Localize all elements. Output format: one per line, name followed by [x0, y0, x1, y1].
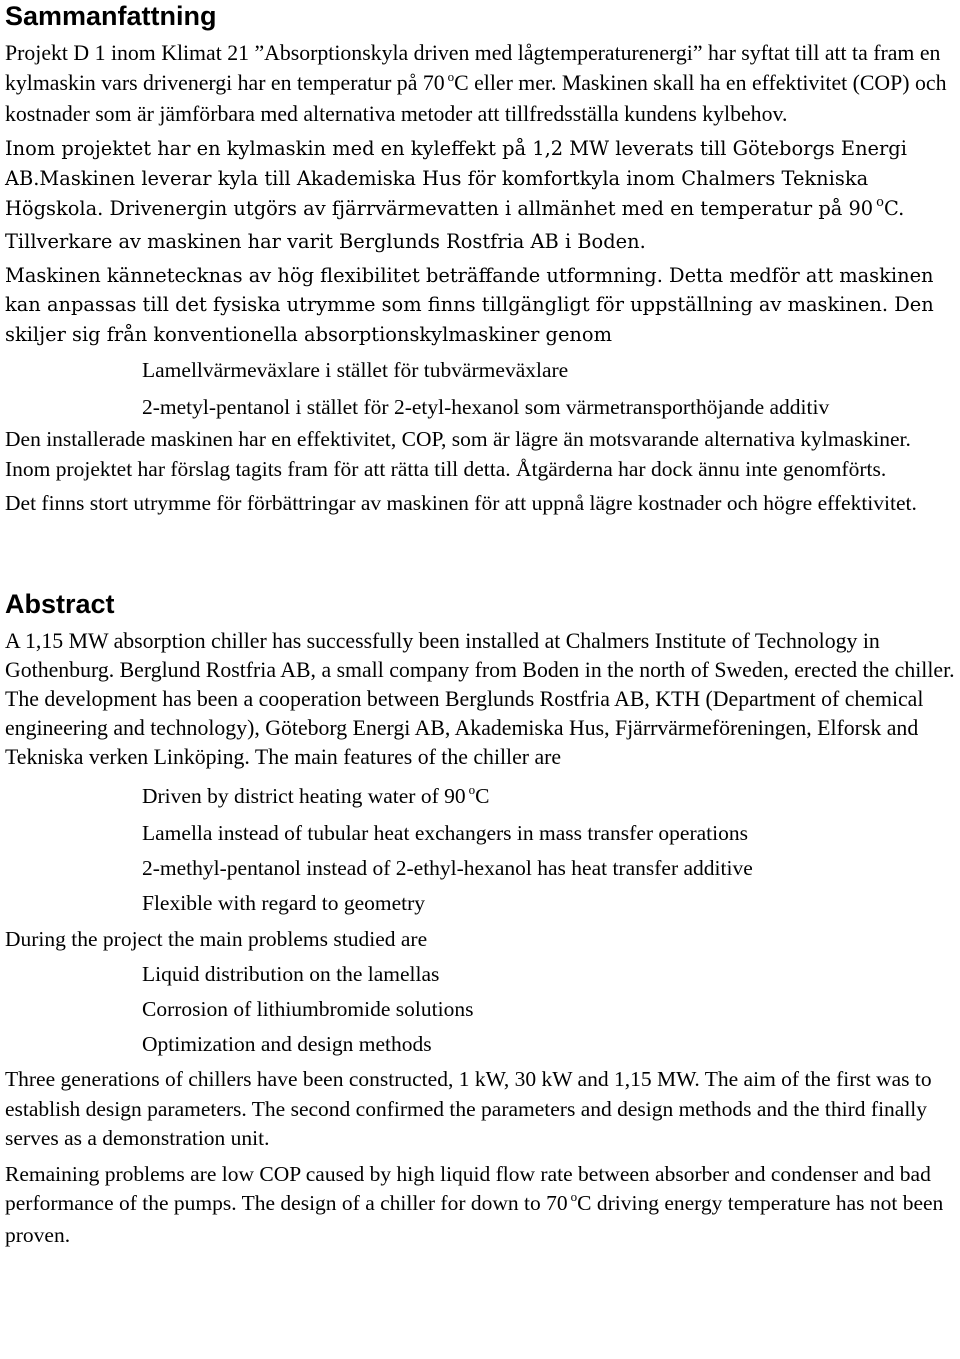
abstract-problem-item: Liquid distribution on the lamellas: [142, 962, 440, 987]
sammanfattning-paragraph-5: Det finns stort utrymme för förbättringar av maskinen för att uppnå lägre kostnader och högre effektivitet.: [5, 491, 917, 515]
sammanfattning-heading: Sammanfattning: [5, 1, 217, 31]
abstract-heading: Abstract: [5, 588, 115, 619]
abstract-problem-item: Optimization and design methods: [142, 1032, 432, 1057]
abstract-paragraph-2: During the project the main problems studied are: [5, 926, 428, 951]
abstract-feature-item: Flexible with regard to geometry: [142, 890, 426, 915]
abstract-feature-item: 2-methyl-pentanol instead of 2-ethyl-hexanol has heat transfer additive: [142, 855, 753, 880]
sammanfattning-paragraph-2: Inom projektet har en kylmaskin med en kyleffekt på 1,2 MW leverats till Göteborgs Energi AB.Maskinen leverar kyla till Akademiska Hus för komfortkyla inom Chalmers Tekniska Högskola. Drivenergin utgörs av fjärrvärmevatten i allmänhet med en temperatur på 90 $^o$C. Tillverkare av maskinen har varit Berglunds Rostfria AB i Boden.: [5, 136, 907, 253]
sammanfattning-list-item: 2-metyl-pentanol i stället för 2-etyl-hexanol som värmetransporthöjande additiv: [142, 395, 830, 419]
sammanfattning-paragraph-3: Maskinen kännetecknas av hög flexibilitet beträffande utformning. Detta medför att maskinen kan anpassas till det fysiska utrymme som finns tillgängligt för uppställning av maskinen. Den skiljer sig från konventionella absorptionskylmaskiner genom: [5, 263, 934, 346]
abstract-feature-item: Lamella instead of tubular heat exchangers in mass transfer operations: [142, 820, 748, 845]
abstract-feature-item: Driven by district heating water of 90 $^o$C: [142, 781, 490, 808]
sammanfattning-paragraph-1: Projekt D 1 inom Klimat 21 ”Absorptionskyla driven med lågtemperaturenergi” har syftat till att ta fram en kylmaskin vars drivenergi har en temperatur på 70 $^o$C eller mer. Maskinen skall ha en effektivitet (COP) och kostnader som är jämförbara med alternativa metoder att tillfredsställa kundens kylbehov.: [5, 41, 947, 126]
document-page: [5, 0, 957, 1250]
abstract-paragraph-3: Three generations of chillers have been constructed, 1 kW, 30 kW and 1,15 MW. The aim of the first was to establish design parameters. The second confirmed the parameters and design methods and the third finally serves as a demonstration unit.: [5, 1067, 932, 1151]
abstract-paragraph-1: A 1,15 MW absorption chiller has successfully been installed at Chalmers Institute of Technology in Gothenburg. Berglund Rostfria AB, a small company from Boden in the north of Sweden, erected the chiller. The development has been a cooperation between Berglunds Rostfria AB, KTH (Department of chemical engineering and technology), Göteborg Energi AB, Akademiska Hus, Fjärrvärmeföreningen, Elforsk and Tekniska verken Linköping. The main features of the chiller are: [5, 628, 955, 770]
abstract-problem-item: Corrosion of lithiumbromide solutions: [142, 997, 474, 1022]
abstract-paragraph-4: Remaining problems are low COP caused by high liquid flow rate between absorber and condenser and bad performance of the pumps. The design of a chiller for down to 70 $^o$C driving energy temperature has not been proven.: [5, 1161, 944, 1247]
sammanfattning-paragraph-4: Den installerade maskinen har en effektivitet, COP, som är lägre än motsvarande alternativa kylmaskiner. Inom projektet har förslag tagits fram för att rätta till detta. Åtgärderna har dock ännu inte genomförts.: [5, 427, 911, 481]
sammanfattning-list-item: Lamellvärmeväxlare i stället för tubvärmeväxlare: [142, 358, 569, 382]
